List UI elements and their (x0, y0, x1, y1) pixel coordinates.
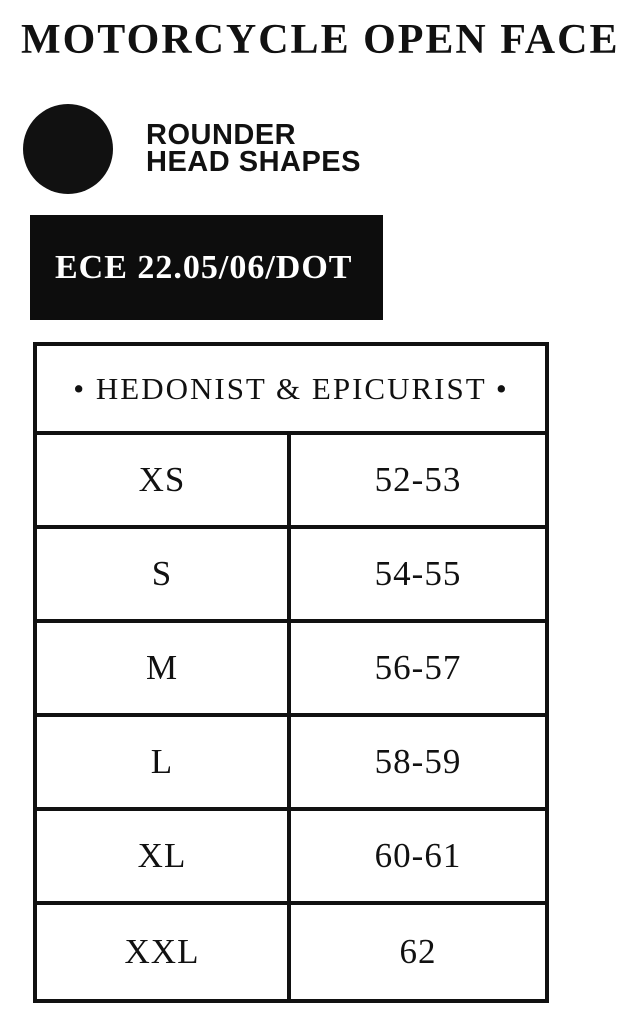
size-cell: XXL (37, 905, 291, 999)
head-shape-label (146, 119, 361, 178)
head-shape-label-line2: HEAD SHAPES (146, 146, 361, 178)
size-cell: L (37, 717, 291, 807)
table-row (37, 529, 545, 623)
table-row (37, 811, 545, 905)
measurement-cell: 60-61 (374, 836, 462, 875)
head-shape-label-line1: ROUNDER (146, 119, 297, 151)
table-row (37, 435, 545, 529)
size-cell: XL (37, 811, 291, 901)
size-cell: M (37, 623, 291, 713)
certification-badge (30, 215, 383, 320)
table-header-row (37, 346, 545, 435)
measurement-cell: 54-55 (374, 554, 462, 593)
measurement-cell: 62 (399, 932, 437, 971)
measurement-cell: 58-59 (374, 742, 462, 781)
size-chart-table (33, 342, 549, 1003)
head-shape-indicator (23, 104, 644, 194)
size-cell: XS (37, 435, 291, 525)
table-header-label: • HEDONIST & EPICURIST • (73, 370, 509, 406)
round-head-shape-icon (23, 104, 113, 194)
measurement-cell: 52-53 (374, 460, 462, 499)
table-row (37, 717, 545, 811)
table-row (37, 905, 545, 999)
page-title: MOTORCYCLE OPEN FACE (21, 17, 620, 63)
table-row (37, 623, 545, 717)
certification-label: ECE 22.05/06/DOT (55, 248, 353, 286)
measurement-cell: 56-57 (374, 648, 462, 687)
size-cell: S (37, 529, 291, 619)
